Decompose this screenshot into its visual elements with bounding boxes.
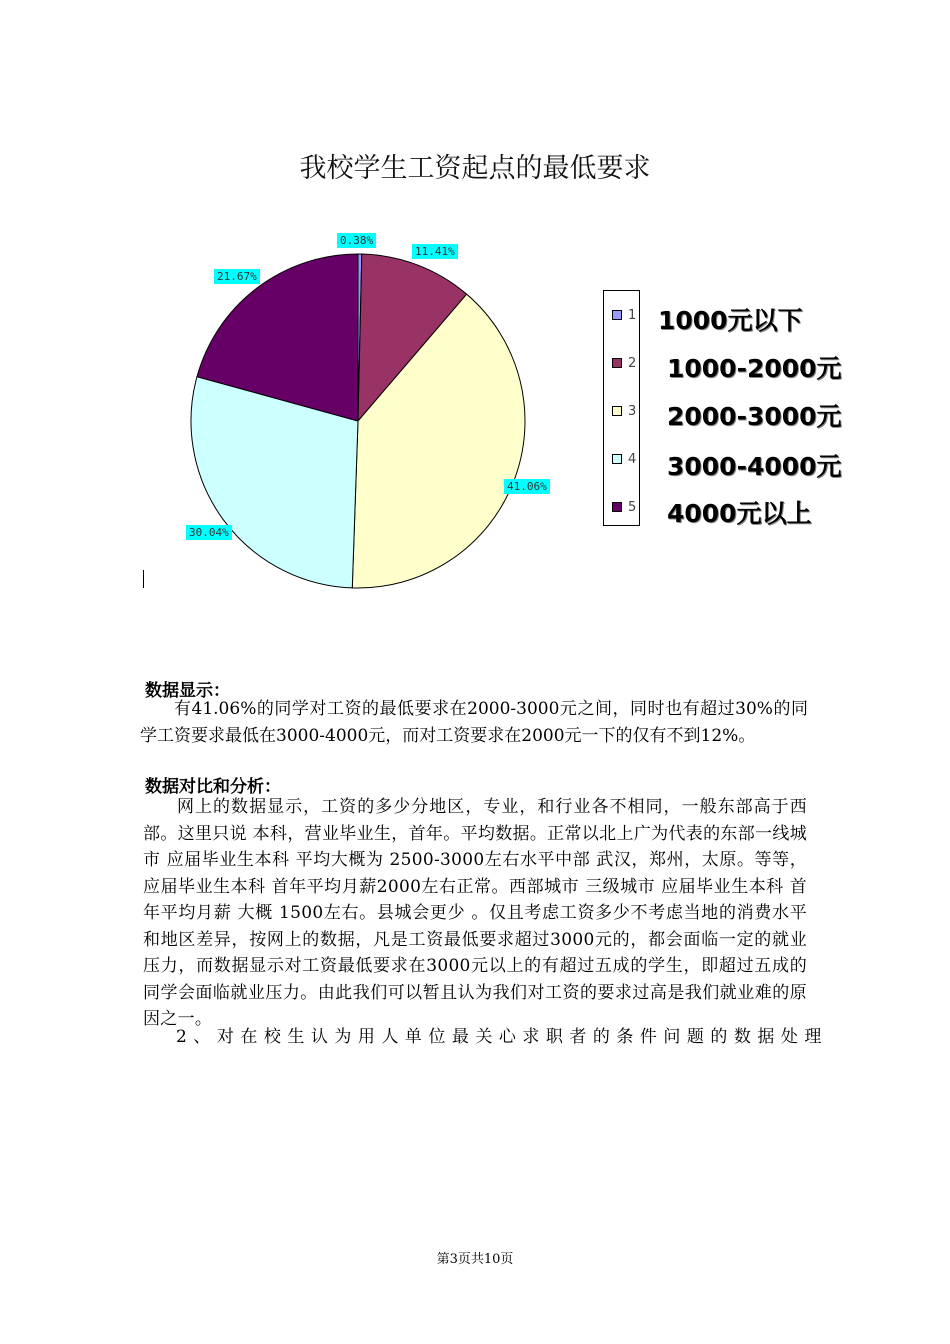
pie-label-5: 21.67% bbox=[214, 269, 260, 284]
section-heading-data: 数据显示： bbox=[145, 681, 230, 701]
legend-item-5: 5 bbox=[612, 499, 636, 515]
pie-label-2: 11.41% bbox=[412, 244, 458, 259]
page-footer: 第3页共10页 bbox=[436, 1252, 514, 1267]
legend-swatch-5 bbox=[612, 502, 622, 512]
chart-legend bbox=[603, 290, 640, 526]
section-text-analysis: 网上的数据显示，工资的多少分地区，专业，和行业各不相同，一般东部高于西部。这里只说 本科，营业毕业生，首年。平均数据。正常以北上广为代表的东部一线城市 应届毕业生本科 平均大概为 2500-3000左右水平中部 武汉，郑州，太原。等等，应届毕业生本科 首年平均月薪2000左右正常。西部城市 三级城市 应届毕业生本科 首年平均月薪 大概 1500左右。县城会更少 。仅且考虑工资多少不考虑当地的消费水平和地区差异，按网上的数据，凡是工资最低要求超过3000元的，都会面临一定的就业压力，而数据显示对工资最低要求在3000元以上的有超过五成的学生，即超过五成的同学会面临就业压力。由此我们可以暂且认为我们对工资的要求过高是我们就业难的原因之一。 bbox=[143, 797, 807, 1029]
text-cursor bbox=[143, 570, 144, 588]
pie-label-1: 0.38% bbox=[337, 233, 376, 248]
legend-item-4: 4 bbox=[612, 451, 636, 467]
legend-range-4: 3000-4000元 bbox=[667, 452, 842, 481]
item-2-heading: 2、对在校生认为用人单位最关心求职者的条件问题的数据处理 bbox=[176, 1027, 828, 1047]
pie-label-4: 30.04% bbox=[186, 525, 232, 540]
legend-range-5: 4000元以上 bbox=[667, 499, 812, 528]
legend-swatch-3 bbox=[612, 406, 622, 416]
legend-range-2: 1000-2000元 bbox=[667, 354, 842, 383]
legend-swatch-1 bbox=[612, 310, 622, 320]
legend-range-3: 2000-3000元 bbox=[667, 402, 842, 431]
legend-swatch-4 bbox=[612, 454, 622, 464]
legend-range-1: 1000元以下 bbox=[658, 306, 803, 335]
chart-title: 我校学生工资起点的最低要求 bbox=[299, 153, 651, 184]
section-heading-analysis: 数据对比和分析： bbox=[145, 777, 281, 797]
legend-item-1: 1 bbox=[612, 307, 636, 323]
legend-item-2: 2 bbox=[612, 355, 636, 371]
legend-swatch-2 bbox=[612, 358, 622, 368]
legend-item-3: 3 bbox=[612, 403, 636, 419]
pie-label-3: 41.06% bbox=[504, 479, 550, 494]
section-text-data: 有41.06%的同学对工资的最低要求在2000-3000元之间，同时也有超过30%的同学工资要求最低在3000-4000元，而对工资要求在2000元一下的仅有不到12%。 bbox=[140, 699, 808, 746]
